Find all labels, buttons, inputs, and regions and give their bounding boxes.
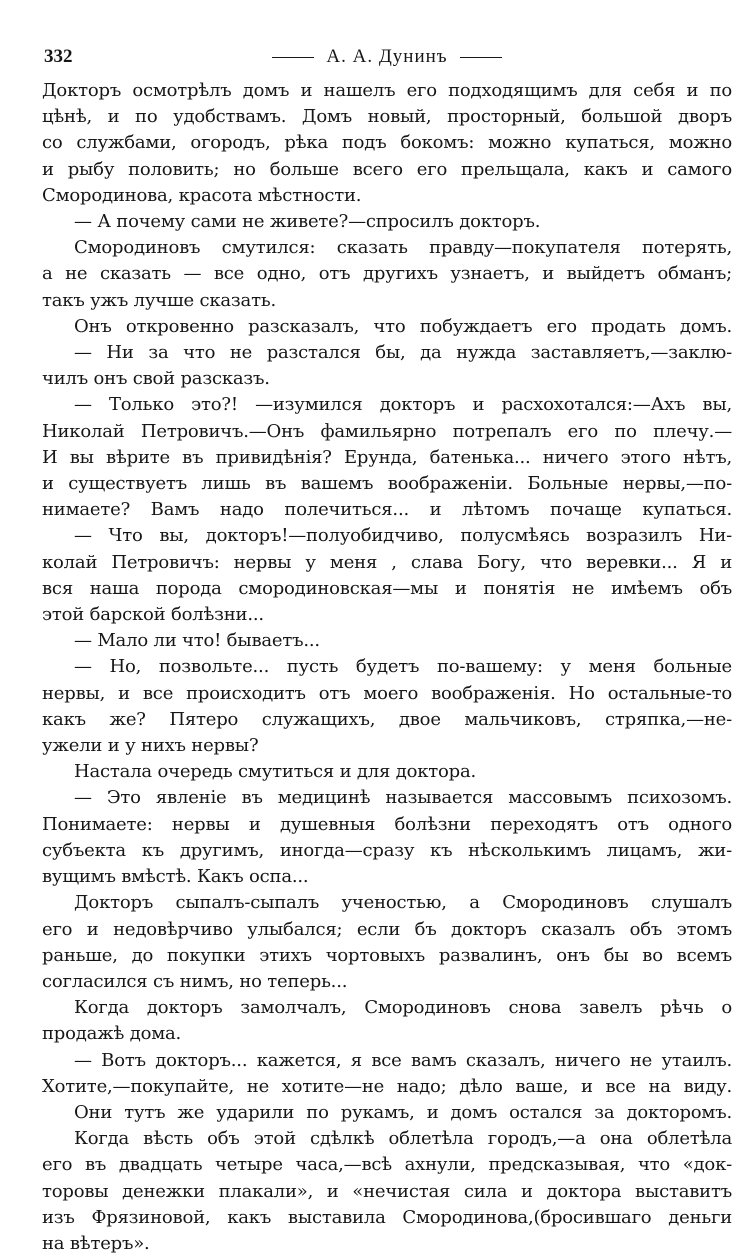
text-line: согласился съ нимъ, но теперь... [42,970,348,992]
text-line: на вѣтеръ». [42,1232,150,1254]
text-line: торовы денежки плакали», и «нечистая сила и доктора выставитъ [42,1180,732,1202]
text-line: этой барской болѣзни... [42,604,264,626]
text-line: и рыбу половить; но больше всего его прельщала, какъ и самого [42,158,732,180]
text-line: — Ни за что не разстался бы, да нужда заставляетъ,—заклю- [74,342,732,364]
header-dash-left [272,57,314,58]
text-line: Хотите,—покупайте, не хотите—не надо; дѣло ваше, и все на виду. [42,1075,732,1097]
text-line: со службами, огородъ, рѣка подъ бокомъ: можно купаться, можно [42,132,732,154]
text-line: — Это явленіе въ медицинѣ называется массовымъ психозомъ. [74,787,732,809]
text-line: какъ же? Пятеро служащихъ, двое мальчиковъ, стряпка,—не- [42,708,732,730]
text-line: Онъ откровенно разсказалъ, что побуждаетъ его продать домъ. [74,315,732,337]
running-title-text: А. А. Дунинъ [326,46,448,67]
text-line: Смородиновъ смутился: сказать правду—покупателя потерять, [74,237,732,259]
text-line: И вы вѣрите въ привидѣнія? Ерунда, батенька... ничего этого нѣтъ, [42,446,732,468]
text-line: Смородинова, красота мѣстности. [42,184,362,206]
page-header [42,38,732,78]
text-line: — Мало ли что! бываетъ... [74,630,320,652]
text-line: продажѣ дома. [42,1023,182,1045]
text-line: его въ двадцать четыре часа,—всѣ ахнули, предсказывая, что «док- [42,1154,732,1176]
text-line: колай Петровичъ: нервы у меня , слава Богу, что веревки... Я и [42,551,732,573]
text-line: Когда вѣсть объ этой сдѣлкѣ облетѣла городъ,—а она облетѣла [74,1128,732,1150]
text-line: Докторъ осмотрѣлъ домъ и нашелъ его подходящимъ для себя и по [42,80,732,101]
text-line: — А почему сами не живете?—спросилъ докторъ. [74,211,541,233]
text-line: — Но, позвольте... пусть будетъ по-вашему: у меня больные [74,656,732,678]
text-line: — Только это?! —изумился докторъ и расхохотался:—Ахъ вы, [74,394,732,416]
text-line: Докторъ сыпалъ-сыпалъ ученостью, а Смородиновъ слушалъ [74,892,732,914]
text-line: Они тутъ же ударили по рукамъ, и домъ остался за докторомъ. [74,1101,732,1123]
text-line: такъ ужъ лучше сказать. [42,289,276,311]
text-line: цѣнѣ, и по удобствамъ. Домъ новый, просторный, большой дворъ [42,106,732,128]
text-line: а не сказать — все одно, отъ другихъ узнаетъ, и выйдетъ обманъ; [42,263,732,285]
text-line: ужели и у нихъ нервы? [42,735,259,757]
text-line: нервы, и все происходитъ отъ моего воображенія. Но остальные-то [42,682,732,704]
text-line: — Что вы, докторъ!—полуобидчиво, полусмѣясь возразилъ Ни- [74,525,732,547]
text-line: и существуетъ лишь въ вашемъ воображеніи. Больные нервы,—по- [42,473,732,495]
body-text [42,78,732,1257]
header-dash-right [460,57,502,58]
text-line: изъ Фрязиновой, какъ выставила Смородинова,(бросившаго деньги [42,1206,732,1228]
text-line: Когда докторъ замолчалъ, Смородиновъ снова завелъ рѣчь о [74,997,732,1019]
text-line: Настала очередь смутиться и для доктора. [74,761,477,783]
book-page [42,38,732,1257]
running-title [42,46,732,68]
text-line: вущимъ вмѣстѣ. Какъ оспа... [42,866,309,888]
text-line: нимаете? Вамъ надо полечиться... и лѣтомъ почаще купаться. [42,499,732,521]
text-line: Николай Петровичъ.—Онъ фамильярно потрепалъ его по плечу.— [42,420,732,442]
text-line: Понимаете: нервы и душевныя болѣзни переходятъ отъ одного [42,813,732,835]
text-line: раньше, до покупки этихъ чортовыхъ развалинъ, онъ бы во всемъ [42,944,732,966]
text-line: его и недовѣрчиво улыбался; если бъ докторъ сказалъ объ этомъ [42,918,732,940]
text-line: вся наша порода смородиновская—мы и понятія не имѣемъ объ [42,577,732,599]
text-line: чилъ онъ свой разсказъ. [42,368,270,390]
page-number: 332 [44,46,73,67]
text-line: — Вотъ докторъ... кажется, я все вамъ сказалъ, ничего не утаилъ. [74,1049,732,1071]
text-line: субъекта къ другимъ, иногда—сразу къ нѣсколькимъ лицамъ, жи- [42,839,732,861]
